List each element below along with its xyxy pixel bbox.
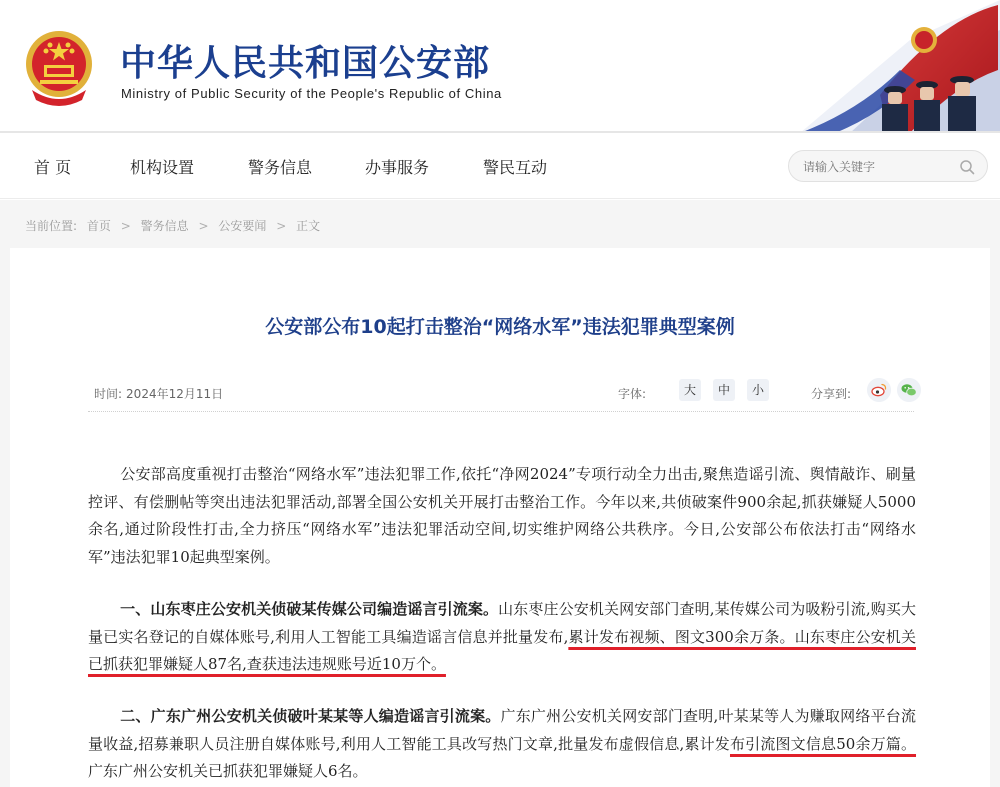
- search-input[interactable]: [803, 157, 953, 177]
- national-emblem-icon: [22, 28, 96, 106]
- share-label: 分享到:: [811, 387, 852, 401]
- nav-item-organization[interactable]: 机构设置: [130, 158, 195, 177]
- highlighted-text: 累计发布视频、图文300余万条。山东枣庄公安机关已抓获犯罪嫌疑人87名,查获违法违规账号近10万个。: [88, 627, 916, 673]
- publish-date: [94, 385, 223, 402]
- article-panel: [10, 248, 990, 787]
- site-subtitle: Ministry of Public Security of the People's Republic of China: [121, 86, 502, 101]
- article-paragraph: [88, 703, 916, 786]
- font-small-button[interactable]: 小: [747, 379, 769, 401]
- police-banner-image: [740, 0, 1000, 133]
- breadcrumb-label: 当前位置:: [25, 219, 78, 233]
- article-title: 公安部公布10起打击整治“网络水军”违法犯罪典型案例: [265, 316, 735, 338]
- site-header: [0, 0, 1000, 133]
- article-paragraph: [88, 596, 916, 679]
- date-value: 2024年12月11日: [126, 387, 224, 401]
- breadcrumb-separator: >: [198, 219, 209, 233]
- weibo-icon[interactable]: [867, 378, 891, 402]
- breadcrumb-item-current: 正文: [296, 219, 321, 233]
- site-title: 中华人民共和国公安部: [120, 43, 491, 84]
- breadcrumb-separator: >: [276, 219, 287, 233]
- paragraph-text: 广东广州公安机关网安部门查明,叶某某等人为赚取网络平台流量收益,招募兼职人员注册自媒体账号,利用人工智能工具改写热门文章,批量发布虚假信息,累计发: [88, 707, 916, 753]
- breadcrumb-item-home[interactable]: 首页: [86, 219, 111, 233]
- breadcrumb-separator: >: [120, 219, 131, 233]
- article-meta-bar: [88, 372, 914, 412]
- breadcrumb-item-news[interactable]: 公安要闻: [218, 219, 267, 233]
- case-heading: 二、广东广州公安机关侦破叶某某等人编造谣言引流案。: [120, 707, 501, 725]
- highlighted-text: 布引流图文信息50余万篇。: [729, 734, 917, 753]
- search-icon[interactable]: [959, 159, 975, 175]
- font-medium-button[interactable]: 中: [713, 379, 735, 401]
- article-paragraph: [88, 461, 916, 571]
- wechat-icon[interactable]: [897, 378, 921, 402]
- breadcrumb-item-police-info[interactable]: 警务信息: [140, 219, 189, 233]
- nav-item-services[interactable]: 办事服务: [365, 158, 430, 177]
- font-large-button[interactable]: 大: [679, 379, 701, 401]
- paragraph-text: 广东广州公安机关已抓获犯罪嫌疑人6名。: [88, 762, 368, 780]
- paragraph-text: 山东枣庄公安机关网安部门查明,某传媒公司为吸粉引流,购买大量已实名登记的自媒体账号,利用人工智能工具编造谣言信息并批量发布,: [88, 600, 916, 646]
- paragraph-text: 公安部高度重视打击整治“网络水军”违法犯罪工作,依托“净网2024”专项行动全力出击,聚焦造谣引流、舆情敲诈、刷量控评、有偿删帖等突出违法犯罪活动,部署全国公安机关开展打击整治工作。今年以来,共侦破案件900余起,抓获嫌疑人5000余名,通过阶段性打击,全力挤压“网络水军”违法犯罪活动空间,切实维护网络公共秩序。今日,公安部公布依法打击“网络水军”违法犯罪10起典型案例。: [88, 465, 916, 566]
- search-box: [788, 150, 988, 182]
- font-size-label: 字体:: [618, 387, 647, 401]
- breadcrumb: [0, 200, 1000, 248]
- date-label: 时间:: [94, 387, 123, 401]
- nav-item-interaction[interactable]: 警民互动: [483, 158, 548, 177]
- nav-item-home[interactable]: 首 页: [34, 158, 72, 177]
- case-heading: 一、山东枣庄公安机关侦破某传媒公司编造谣言引流案。: [120, 600, 499, 618]
- nav-item-police-info[interactable]: 警务信息: [248, 158, 313, 177]
